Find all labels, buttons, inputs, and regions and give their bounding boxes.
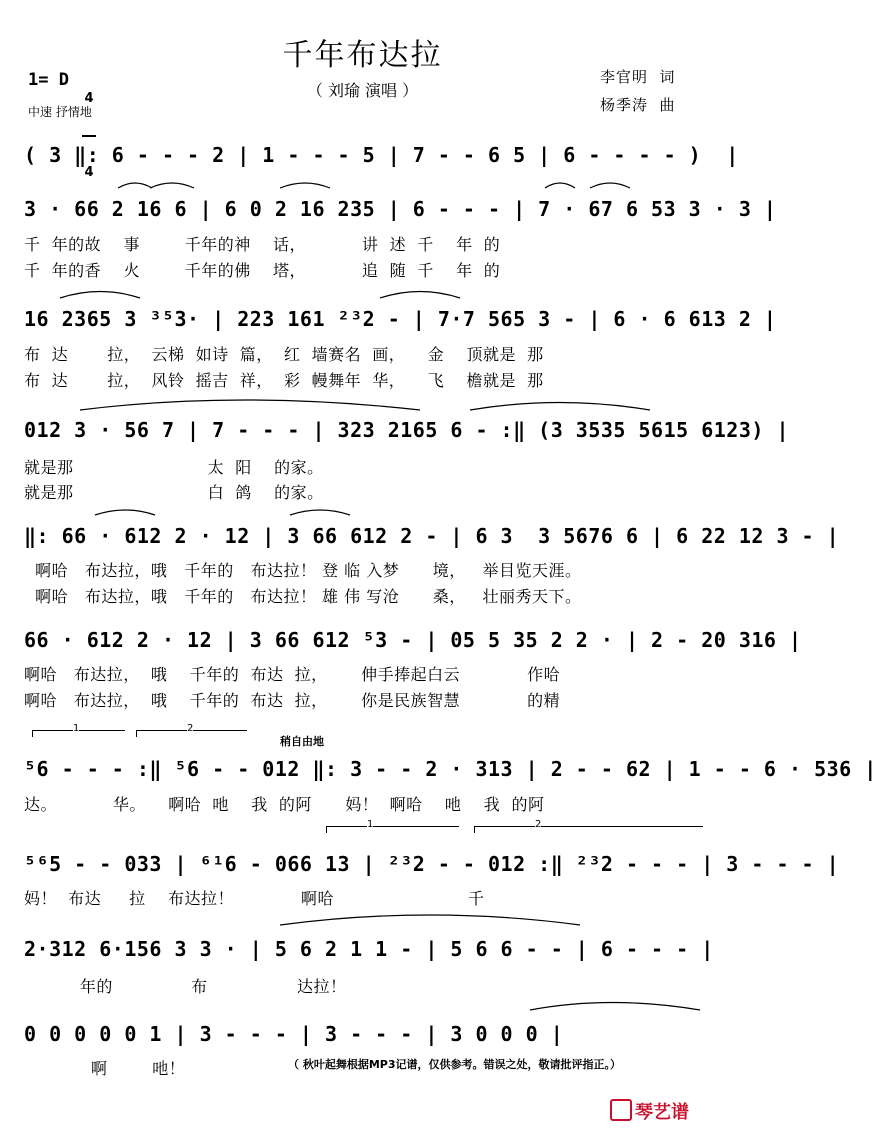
key-signature: 1= D bbox=[28, 70, 69, 90]
score-line-1: ( 3 ‖: 6 - - - 2 | 1 - - - 5 | 7 - - 6 5 | 6 - - - - ) | bbox=[24, 143, 739, 167]
lyric-line-3b: 布 达 拉， 风铃 摇吉 祥， 彩 幔舞年 华， 飞 檐就是 那 bbox=[24, 371, 544, 390]
lyric-line-2b: 千 年的香 火 千年的佛 塔， 追 随 千 年 的 bbox=[24, 261, 501, 280]
score-line-3: 16 2365 3 ³⁵3· | 223 161 ²³2 - | 7·7 565 3 - | 6 · 6 613 2 | bbox=[24, 307, 777, 331]
volta-number: 1 bbox=[367, 819, 374, 830]
score-line-7: ⁵6 - - - :‖ ⁵6 - - 012 ‖: 3 - - 2 · 313 | 2 - - 62 | 1 - - 6 · 536 | bbox=[24, 757, 877, 781]
lyric-line-7: 达。 华。 啊哈 吔 我 的阿 妈！ 啊哈 吔 我 的阿 bbox=[24, 795, 545, 814]
time-signature-bottom: 4 bbox=[84, 165, 94, 180]
tempo-marking: 中速 抒情地 bbox=[28, 105, 92, 119]
lyric-line-6b: 啊哈 布达拉， 哦 千年的 布达 拉， 你是民族智慧 的精 bbox=[24, 691, 561, 710]
singer-credit: （ 刘瑜 演唱 ） bbox=[306, 81, 419, 100]
lyric-line-4a: 就是那 太 阳 的家。 bbox=[24, 458, 324, 477]
lyric-line-4b: 就是那 白 鸽 的家。 bbox=[24, 483, 324, 502]
lyric-line-10: 啊 吔！ bbox=[24, 1059, 186, 1078]
lyric-line-5a: 啊哈 布达拉，哦 千年的 布达拉！ 登 临 入梦 境， 举目览天涯。 bbox=[24, 561, 582, 580]
lyric-line-3a: 布 达 拉， 云梯 如诗 篇， 红 墙赛名 画， 金 顶就是 那 bbox=[24, 345, 544, 364]
volta-number: 2 bbox=[535, 819, 542, 830]
lyricist: 李官明 词 bbox=[600, 68, 676, 86]
score-line-6: 66 · 612 2 · 12 | 3 66 612 ⁵3 - | 05 5 35 2 2 · | 2 - 20 316 | bbox=[24, 628, 802, 652]
lyric-line-6a: 啊哈 布达拉， 哦 千年的 布达 拉， 伸手捧起白云 作哈 bbox=[24, 665, 561, 684]
transcription-note: （ 秋叶起舞根据MP3记谱，仅供参考。错误之处，敬请批评指正。） bbox=[288, 1058, 621, 1071]
volta-number: 2 bbox=[187, 723, 194, 734]
lyric-line-5b: 啊哈 布达拉，哦 千年的 布达拉！ 雄 伟 写沧 桑， 壮丽秀天下。 bbox=[24, 587, 582, 606]
volta-number: 1 bbox=[73, 723, 80, 734]
time-signature-top: 4 bbox=[84, 91, 94, 106]
lyric-line-8: 妈！ 布达 拉 布达拉！ 啊哈 千 bbox=[24, 889, 485, 908]
score-line-2: 3 · 66 2 16 6 | 6 0 2 16 235 | 6 - - - | 7 · 67 6 53 3 · 3 | bbox=[24, 197, 777, 221]
score-line-8: ⁵⁶5 - - 033 | ⁶¹6 - 066 13 | ²³2 - - 012 :‖ ²³2 - - - | 3 - - - | bbox=[24, 852, 840, 876]
score-line-9: 2·312 6·156 3 3 · | 5 6 2 1 1 - | 5 6 6 - - | 6 - - - | bbox=[24, 937, 714, 961]
song-title: 千年布达拉 bbox=[282, 38, 443, 73]
score-line-4: 012 3 · 56 7 | 7 - - - | 323 2165 6 - :‖ (3 3535 5615 6123) | bbox=[24, 418, 790, 442]
lyric-line-2a: 千 年的故 事 千年的神 话， 讲 述 千 年 的 bbox=[24, 235, 501, 254]
composer: 杨季涛 曲 bbox=[600, 96, 676, 114]
logo-text: 琴艺谱 bbox=[635, 1102, 689, 1123]
lyric-line-9: 年的 布 达拉！ bbox=[24, 977, 347, 996]
score-line-10: 0 0 0 0 0 1 | 3 - - - | 3 - - - | 3 0 0 0 | bbox=[24, 1022, 564, 1046]
tempo-change: 稍自由地 bbox=[280, 735, 324, 748]
score-line-5: ‖: 66 · 612 2 · 12 | 3 66 612 2 - | 6 3 3 5676 6 | 6 22 12 3 - | bbox=[24, 524, 840, 548]
